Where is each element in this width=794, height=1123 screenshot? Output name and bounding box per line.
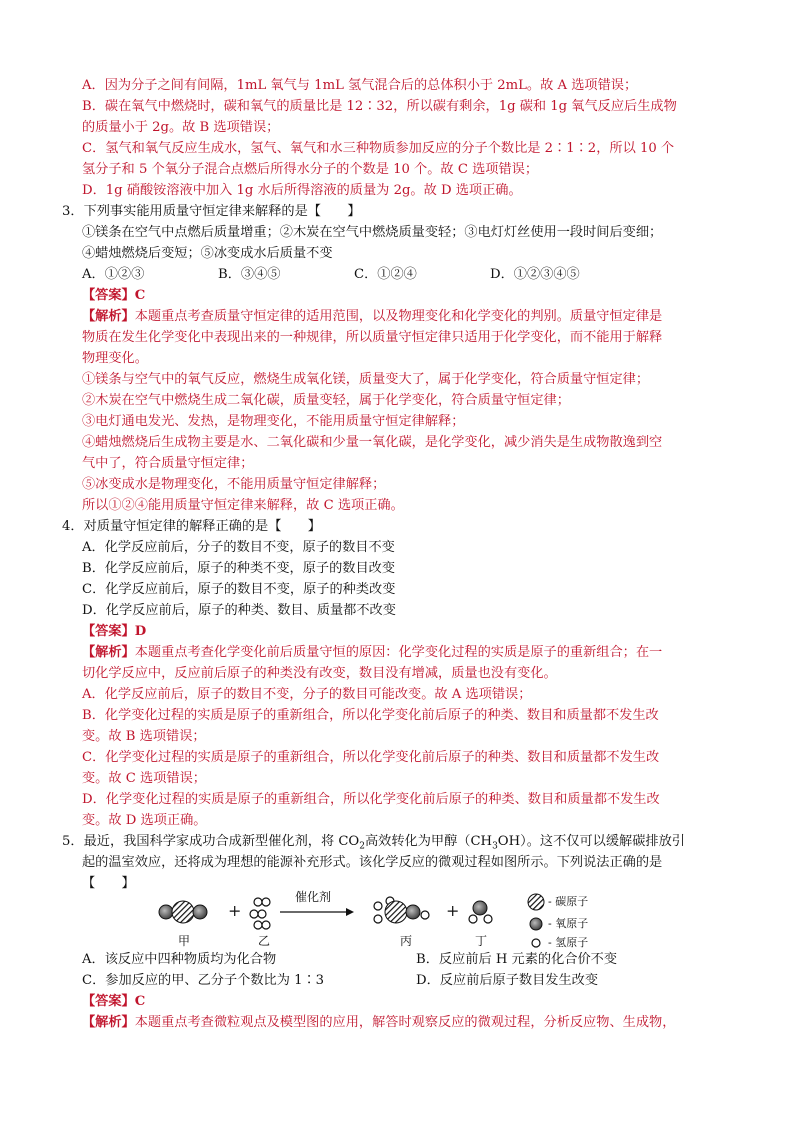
molecule-yi [250, 898, 270, 929]
q2-analysis-b-line2: 的质量小于 2g。故 B 选项错误； [82, 120, 280, 135]
q2-analysis-b-line1: B．碳在氧气中燃烧时，碳和氧气的质量比是 12∶32，所以碳有剩余，1g 碳和 1g 氧气反应后生成物 [82, 99, 677, 114]
q5-stem-part2: 高效转化为甲醇（CH [364, 834, 493, 849]
q5-stem-line2: 起的温室效应，还将成为理想的能源补充形式。该化学反应的微观过程如图所示。下列说法正确的是 [82, 855, 663, 870]
q2-analysis-c-line2: 氢分子和 5 个氧分子混合点燃后所得水分子的个数是 10 个。故 C 选项错误； [82, 162, 539, 177]
q5-stem-part1: 5．最近，我国科学家成功合成新型催化剂，将 CO [62, 834, 360, 849]
reaction-arrow-head [346, 908, 354, 916]
q5-stem-line3: 【 】 [82, 876, 135, 891]
q3-reason-3: ③电灯通电发光、发热，是物理变化，不能用质量守恒定律解释； [82, 414, 465, 429]
q4-reason-d-line1: D．化学变化过程的实质是原子的重新组合，所以化学变化前后原子的种类、数目和质量都不发生改 [82, 792, 660, 807]
label-jia: 甲 [178, 934, 191, 948]
q3-analysis-line3: 物理变化。 [82, 351, 148, 366]
q5-analysis-text1: 本题重点考查微粒观点及模型图的应用，解答时观察反应的微观过程，分析反应物、生成物， [134, 1015, 676, 1030]
q3-analysis-label: 【解析】 [82, 309, 135, 324]
q4-analysis-line1 [82, 643, 662, 663]
q2-analysis-d: D．1g 硝酸铵溶液中加入 1g 水后所得溶液的质量为 2g。故 D 选项正确。 [82, 183, 522, 198]
q3-analysis-line1 [82, 307, 662, 327]
q4-reason-c-line2: 变。故 C 选项错误； [82, 771, 206, 786]
catalyst-label: 催化剂 [295, 890, 332, 904]
legend-hydrogen: - 氢原子 [548, 936, 589, 949]
plus-sign-1: + [228, 901, 242, 920]
q3-answer: 【答案】C [82, 288, 146, 303]
q4-reason-b-line2: 变。故 B 选项错误； [82, 729, 206, 744]
q2-analysis-c-line1: C．氢气和氧气反应生成水，氢气、氧气和水三种物质参加反应的分子个数比是 2∶1∶2，所以 10 个 [82, 141, 675, 156]
q5-stem-sub2: 3 [492, 841, 498, 852]
q3-stem: 3．下列事实能用质量守恒定律来解释的是【 】 [62, 204, 361, 219]
q3-option-d: D．①②③④⑤ [490, 267, 580, 282]
molecule-bing [374, 897, 429, 923]
legend-carbon: - 碳原子 [548, 895, 589, 908]
q4-analysis-line2: 切化学反应中，反应前后原子的种类没有改变，数目没有增减，质量也没有变化。 [82, 666, 557, 681]
legend-carbon-icon [528, 894, 544, 910]
q4-answer: 【答案】D [82, 624, 147, 639]
q4-option-a: A．化学反应前后，分子的数目不变，原子的数目不变 [82, 540, 395, 555]
q4-reason-d-line2: 变。故 D 选项正确。 [82, 813, 207, 828]
q5-analysis-label: 【解析】 [82, 1015, 135, 1030]
q5-stem-line1 [62, 832, 685, 852]
reaction-diagram [150, 890, 630, 954]
q5-option-d: D．反应前后原子数目发生改变 [416, 973, 599, 988]
molecule-ding [469, 901, 492, 923]
label-bing: 丙 [400, 934, 413, 948]
plus-sign-2: + [446, 901, 460, 920]
q4-stem: 4．对质量守恒定律的解释正确的是【 】 [62, 519, 321, 534]
label-yi: 乙 [258, 934, 271, 948]
q3-reason-4-line1: ④蜡烛燃烧后生成物主要是水、二氧化碳和少量一氧化碳，是化学变化，减少消失是生成物散逸到空 [82, 435, 663, 450]
q4-reason-a: A．化学反应前后，原子的数目不变，分子的数目可能改变。故 A 选项错误； [82, 687, 532, 702]
q3-option-b: B．③④⑤ [218, 267, 281, 282]
q4-reason-b-line1: B．化学变化过程的实质是原子的重新组合，所以化学变化前后原子的种类、数目和质量都不发生改 [82, 708, 659, 723]
q5-stem-sub1: 2 [359, 841, 365, 852]
q3-reason-2: ②木炭在空气中燃烧生成二氧化碳，质量变轻，属于化学变化，符合质量守恒定律； [82, 393, 570, 408]
q3-reason-1: ①镁条与空气中的氧气反应，燃烧生成氧化镁，质量变大了，属于化学变化，符合质量守恒定律； [82, 372, 650, 387]
q4-analysis-text1: 本题重点考查化学变化前后质量守恒的原因：化学变化过程的实质是原子的重新组合；在一 [134, 645, 663, 660]
molecule-jia [159, 901, 207, 923]
q3-option-c: C．①②④ [354, 267, 417, 282]
q3-reason-5: ⑤冰变成水是物理变化，不能用质量守恒定律解释； [82, 477, 386, 492]
q5-analysis-line1 [82, 1013, 675, 1033]
q4-reason-c-line1: C．化学变化过程的实质是原子的重新组合，所以化学变化前后原子的种类、数目和质量都不发生改 [82, 750, 660, 765]
legend-hydrogen-icon [532, 939, 540, 947]
q4-analysis-label: 【解析】 [82, 645, 135, 660]
q3-facts-line1: ①镁条在空气中点燃后质量增重；②木炭在空气中燃烧质量变轻；③电灯灯丝使用一段时间后变细； [82, 225, 663, 240]
q4-option-d: D．化学反应前后，原子的种类、数目、质量都不改变 [82, 603, 396, 618]
q3-facts-line2: ④蜡烛燃烧后变短；⑤冰变成水后质量不变 [82, 246, 333, 261]
q3-reason-4-line2: 气中了，符合质量守恒定律； [82, 456, 254, 471]
q2-analysis-a: A．因为分子之间有间隔，1mL 氧气与 1mL 氢气混合后的总体积小于 2mL。故 A 选项错误； [82, 78, 638, 93]
q5-option-c: C．参加反应的甲、乙分子个数比为 1∶3 [82, 973, 325, 988]
legend-oxygen: - 氧原子 [548, 917, 589, 930]
q3-conclusion: 所以①②④能用质量守恒定律来解释，故 C 选项正确。 [82, 498, 404, 513]
q4-option-c: C．化学反应前后，原子的数目不变，原子的种类改变 [82, 582, 396, 597]
q5-option-b: B．反应前后 H 元素的化合价不变 [416, 952, 618, 967]
q5-option-a: A．该反应中四种物质均为化合物 [82, 952, 277, 967]
q3-analysis-text1: 本题重点考查质量守恒定律的适用范围，以及物理变化和化学变化的判别。质量守恒定律是 [134, 309, 663, 324]
q5-answer: 【答案】C [82, 994, 146, 1009]
q4-option-b: B．化学反应前后，原子的种类不变，原子的数目改变 [82, 561, 396, 576]
label-ding: 丁 [475, 934, 488, 948]
legend-oxygen-icon [530, 918, 542, 930]
q5-stem-part3: OH）。这不仅可以缓解碳排放引 [497, 834, 685, 849]
q3-option-a: A．①②③ [82, 267, 145, 282]
q3-analysis-line2: 物质在发生化学变化中表现出来的一种规律，所以质量守恒定律只适用于化学变化，而不能用于解释 [82, 330, 663, 345]
